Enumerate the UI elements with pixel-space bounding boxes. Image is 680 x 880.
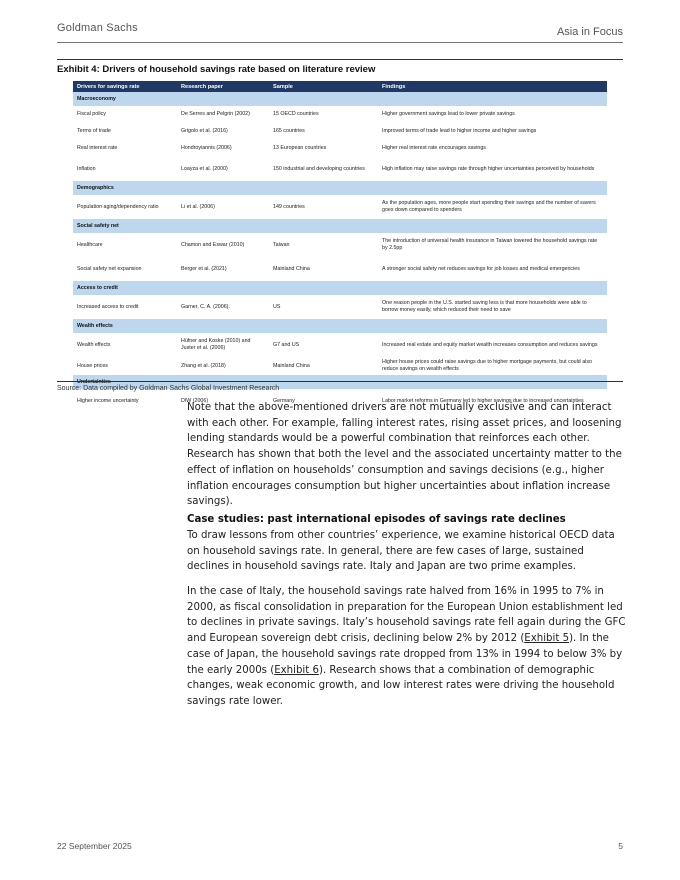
sample-cell: 150 industrial and developing countries: [273, 165, 365, 172]
driver-cell: Higher income uncertainty: [77, 397, 139, 404]
sample-cell: Mainland China: [273, 362, 310, 369]
category-row: [73, 92, 607, 106]
page-number: 5: [618, 841, 623, 851]
findings-cell: High inflation may raise savings rate through higher uncertainties perceived by households: [382, 165, 595, 172]
paper-cell: Chamon and Eswar (2010): [181, 241, 245, 248]
driver-cell: Inflation: [77, 165, 96, 172]
table-row: [73, 140, 607, 157]
driver-cell: Increased access to credit: [77, 303, 139, 310]
paper-cell: De Serres and Pelgrin (2002): [181, 111, 250, 118]
exhibit-5-link[interactable]: Exhibit 5: [524, 633, 570, 645]
category-label: Access to credit: [73, 281, 607, 295]
category-row: [73, 319, 607, 333]
drivers-table: [73, 81, 607, 413]
driver-cell: Healthcare: [77, 241, 103, 248]
section-heading: Case studies: past international episodes of savings rate declines: [187, 514, 566, 525]
table-row: [73, 295, 607, 319]
sample-cell: G7 and US: [273, 341, 300, 348]
exhibit-title: Exhibit 4: Drivers of household savings rate based on literature review: [57, 64, 376, 75]
findings-cell: The introduction of universal health insurance in Taiwan lowered the household savings rate by 2.5pp: [382, 238, 598, 251]
body-paragraph: [187, 584, 627, 710]
category-label: Demographics: [73, 181, 607, 195]
driver-cell: Population aging/dependency ratio: [77, 203, 159, 210]
exhibit-source: Source: Data compiled by Goldman Sachs Global Investment Research: [57, 385, 280, 392]
findings-cell: Higher government savings lead to lower private savings: [382, 111, 515, 118]
paper-cell: Hüfner and Koske (2010) and Juster et al. (2006): [181, 338, 251, 351]
table-row: [73, 333, 607, 357]
sample-cell: US: [273, 303, 281, 310]
table-row: [73, 195, 607, 219]
findings-cell: One reason people in the U.S. started saving less is that more households were able to borrow money easily, which reduced their need to save: [382, 300, 587, 313]
findings-cell: Higher house prices could raise savings due to higher mortgage payments, but could also reduce savings on wealth effects: [382, 359, 592, 372]
column-header: Research paper: [177, 81, 269, 92]
table-row: [73, 233, 607, 257]
findings-cell: Increased real estate and equity market wealth increases consumption and reduces savings: [382, 341, 598, 348]
paper-cell: Li et al. (2006): [181, 203, 215, 210]
table-header-row: [73, 81, 607, 92]
findings-cell: Higher real interest rate encourages savings: [382, 145, 486, 152]
sample-cell: Mainland China: [273, 265, 310, 272]
category-label: Social safety net: [73, 219, 607, 233]
column-header: Findings: [378, 81, 607, 92]
table-row: [73, 257, 607, 281]
paper-cell: Zhang et al. (2018): [181, 362, 226, 369]
footer-date: 22 September 2025: [57, 841, 132, 851]
findings-cell: As the population ages, more people start spending their savings and the number of savers goes down compared to spenders: [382, 200, 596, 213]
paper-cell: Grigolo et al. (2016): [181, 128, 228, 135]
body-paragraph: Note that the above-mentioned drivers are not mutually exclusive and can interact with each other. For example, falling interest rates, rising asset prices, and loosening lending standards would be a powerful combination that reinforces each other. Research has shown that both the level and the associated uncertainty matter to the effect of inflation on households’ consumption and savings decisions (e.g., higher inflation encourages consumption but higher uncertainties about inflation increase savings).: [187, 402, 622, 508]
table-row: [73, 357, 607, 375]
body-paragraph: To draw lessons from other countries’ experience, we examine historical OECD data on household savings rate. In general, there are few cases of large, sustained declines in household savings rate. Italy and Japan are two prime examples.: [187, 530, 615, 573]
sample-cell: 13 European countries: [273, 145, 327, 152]
paper-cell: DIW (2006): [181, 397, 209, 404]
sample-cell: Germany: [273, 397, 295, 404]
paragraph-text: ). In the case of Japan, the household savings rate dropped from 13% in 1994 to below 3% by the early 2000s (: [187, 633, 623, 676]
exhibit-bottom-rule: [57, 381, 623, 382]
paper-cell: Hondroyiannis (2006): [181, 145, 232, 152]
paragraph-text: In the case of Italy, the household savings rate halved from 16% in 1995 to 7% in 2000, as fiscal consolidation in preparation for the European Union establishment led to declines in private savings. Italy’s household savings rate fell again during the GFC and European sovereign debt crisis, declining below 2% by 2012 (: [187, 586, 626, 645]
table-row: [73, 123, 607, 140]
sample-cell: 165 countries: [273, 128, 305, 135]
driver-cell: Social safety net expansion: [77, 265, 142, 272]
column-header: Sample: [269, 81, 378, 92]
section-name: Asia in Focus: [556, 26, 623, 38]
category-row: [73, 281, 607, 295]
column-header: Drivers for savings rate: [73, 81, 177, 92]
driver-cell: Wealth effects: [77, 341, 111, 348]
brand-name: Goldman Sachs: [57, 22, 138, 34]
exhibit-top-rule: [57, 59, 623, 60]
sample-cell: 149 countries: [273, 203, 305, 210]
findings-cell: A stronger social safety net reduces savings for job losses and medical emergencies: [382, 265, 580, 272]
table-row: [73, 106, 607, 123]
paper-cell: Loayza et al. (2000): [181, 165, 228, 172]
sample-cell: 15 OECD countries: [273, 111, 319, 118]
driver-cell: House prices: [77, 362, 108, 369]
findings-cell: Labor market reforms in Germany led to higher savings due to increased uncertainties: [382, 397, 584, 404]
category-row: [73, 181, 607, 195]
header-divider: [57, 42, 623, 43]
category-label: Macroeconomy: [73, 92, 607, 106]
driver-cell: Fiscal policy: [77, 111, 106, 118]
exhibit-6-link[interactable]: Exhibit 6: [274, 664, 319, 676]
sample-cell: Taiwan: [273, 241, 290, 248]
driver-cell: Terms of trade: [77, 128, 111, 135]
paper-cell: Berger et al. (2021): [181, 265, 227, 272]
category-label: Wealth effects: [73, 319, 607, 333]
category-label: Undertainties: [73, 375, 607, 389]
driver-cell: Real interest rate: [77, 145, 118, 152]
table-row: [73, 157, 607, 181]
category-row: [73, 219, 607, 233]
findings-cell: Improved terms of trade lead to higher income and higher savings: [382, 128, 537, 135]
paper-cell: Garner, C. A. (2006).: [181, 303, 230, 310]
paragraph-text: ). Research shows that a combination of demographic changes, weak economic growth, and low interest rates were driving the household savings rate lower.: [187, 664, 615, 707]
